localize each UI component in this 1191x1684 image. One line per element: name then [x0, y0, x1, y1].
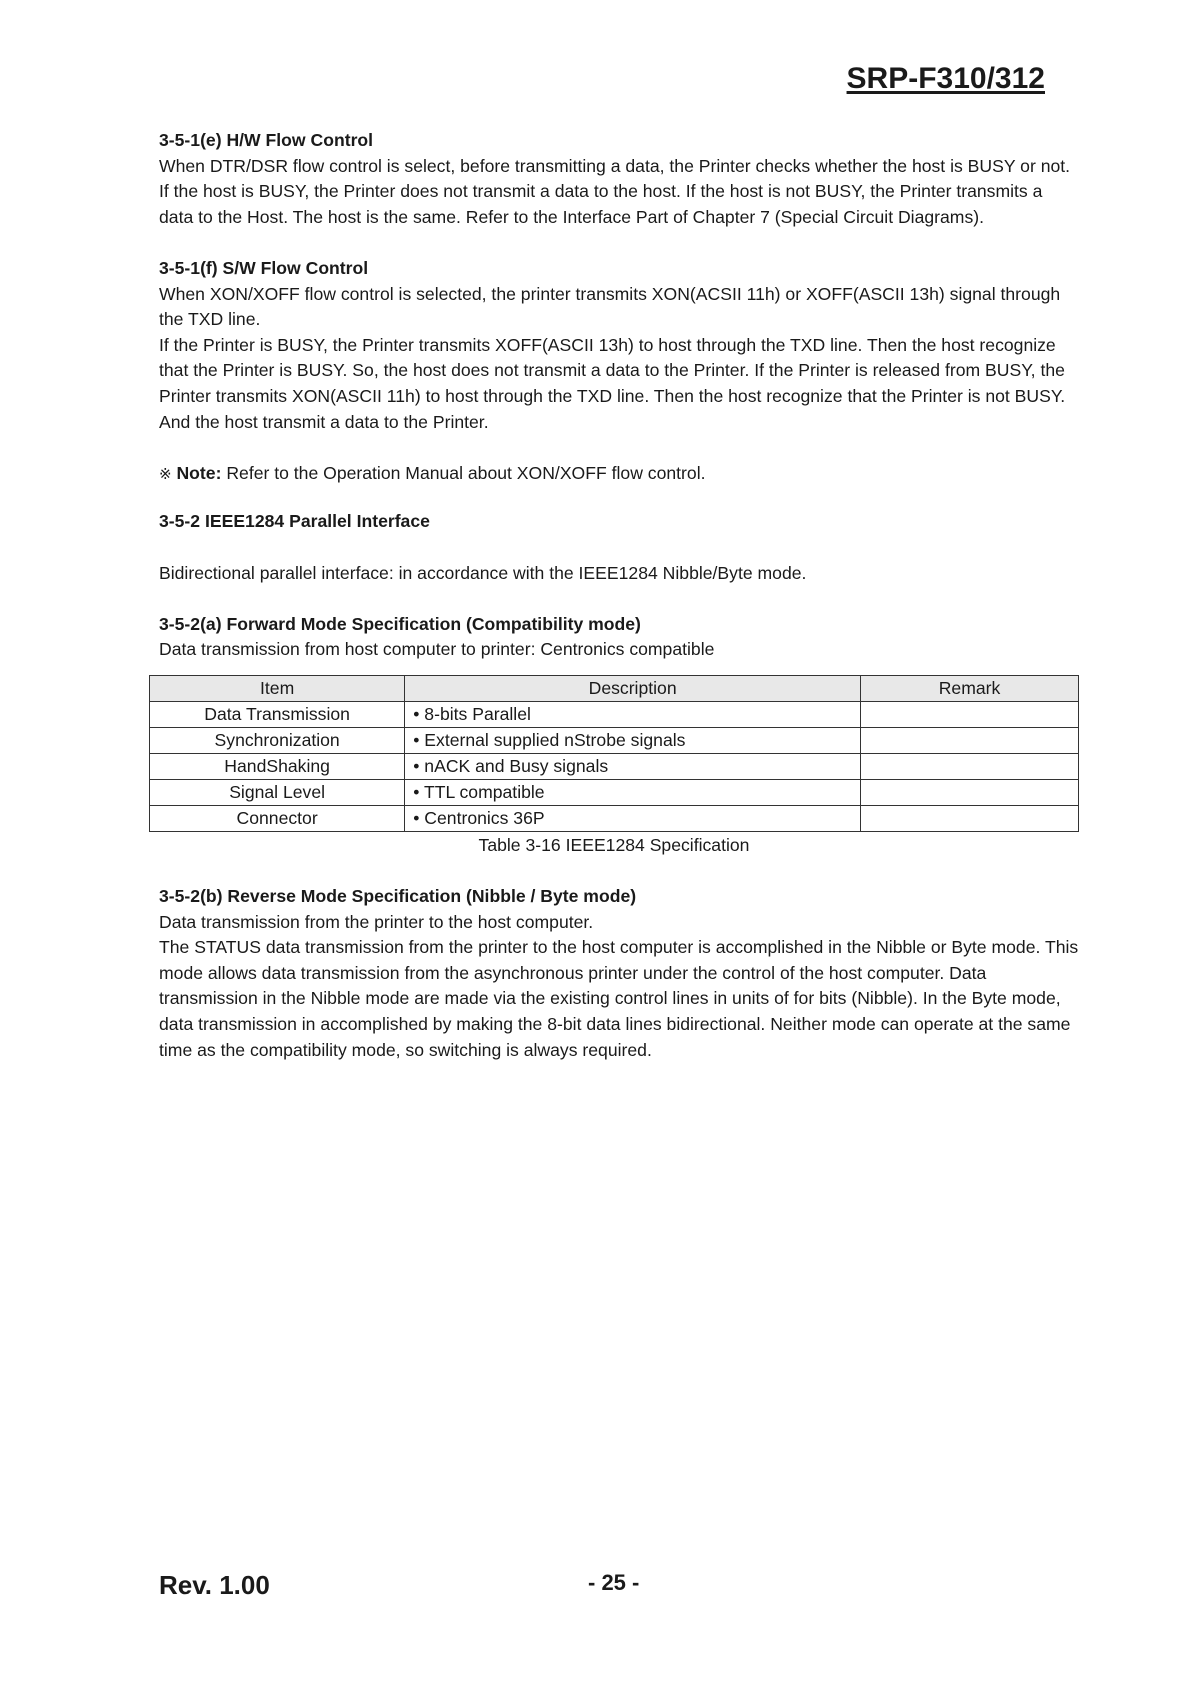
- cell-description: • TTL compatible: [405, 779, 861, 805]
- note-line: [159, 461, 1079, 488]
- sw-flow-control-paragraph-2: If the Printer is BUSY, the Printer transmits XOFF(ASCII 13h) to host through the TXD line. Then the host recognize that the Printer is BUSY. So, the host does not transmit a data to the Printer. If the Printer is released from BUSY, the Printer transmits XON(ASCII 11h) to host through the TXD line. Then the host recognize that the Printer is not BUSY. And the host transmit a data to the Printer.: [159, 334, 1066, 432]
- cell-item: Connector: [150, 805, 405, 831]
- note-label: Note:: [176, 462, 222, 483]
- cell-description: • nACK and Busy signals: [405, 753, 861, 779]
- section-heading-ieee1284: 3-5-2 IEEE1284 Parallel Interface: [159, 511, 430, 532]
- cell-item: Synchronization: [150, 727, 405, 753]
- spacer: [159, 487, 1079, 509]
- column-header-remark: Remark: [861, 675, 1079, 701]
- table-row: [150, 779, 1079, 805]
- spacer: [159, 586, 1079, 612]
- section-heading-reverse-mode: 3-5-2(b) Reverse Mode Specification (Nibble / Byte mode): [159, 886, 637, 907]
- table-row: [150, 727, 1079, 753]
- cell-description: • External supplied nStrobe signals: [405, 727, 861, 753]
- forward-mode-paragraph: Data transmission from host computer to printer: Centronics compatible: [159, 639, 715, 660]
- footer-revision: Rev. 1.00: [159, 1570, 270, 1600]
- spacer: [159, 858, 1079, 884]
- sw-flow-control-paragraph-1: When XON/XOFF flow control is selected, the printer transmits XON(ACSII 11h) or XOFF(ASCII 13h) signal through the TXD line.: [159, 283, 1061, 330]
- reverse-mode-paragraph-2: The STATUS data transmission from the printer to the host computer is accomplished in the Nibble or Byte mode. This mode allows data transmission from the asynchronous printer under the control of the host computer. Data transmission in the Nibble mode are made via the existing control lines in units of for bits (Nibble). In the Byte mode, data transmission in accomplished by making the 8-bit data lines bidirectional. Neither mode can operate at the same time as the compatibility mode, so switching is always required.: [159, 937, 1079, 1060]
- reference-mark-icon: ※: [159, 464, 172, 483]
- table-caption: Table 3-16 IEEE1284 Specification: [478, 834, 750, 855]
- ieee1284-spec-table: [149, 675, 1079, 832]
- section-heading-sw-flow-control: 3-5-1(f) S/W Flow Control: [159, 257, 369, 278]
- spacer: [159, 230, 1079, 256]
- document-model-title: SRP-F310/312: [846, 62, 1045, 95]
- cell-description: • 8-bits Parallel: [405, 701, 861, 727]
- table-header-row: [150, 675, 1079, 701]
- cell-remark: [861, 753, 1079, 779]
- cell-remark: [861, 701, 1079, 727]
- column-header-item: Item: [150, 675, 405, 701]
- reverse-mode-paragraph-1: Data transmission from the printer to the host computer.: [159, 911, 594, 932]
- page-content: [159, 128, 1079, 1063]
- spacer: [159, 435, 1079, 461]
- table-row: [150, 753, 1079, 779]
- footer-page-number: - 25 -: [588, 1570, 640, 1595]
- column-header-description: Description: [405, 675, 861, 701]
- note-text: Refer to the Operation Manual about XON/XOFF flow control.: [221, 462, 706, 483]
- cell-item: HandShaking: [150, 753, 405, 779]
- hw-flow-control-paragraph: When DTR/DSR flow control is select, before transmitting a data, the Printer checks whether the host is BUSY or not. If the host is BUSY, the Printer does not transmit a data to the host. If the host is not BUSY, the Printer transmits a data to the Host. The host is the same. Refer to the Interface Part of Chapter 7 (Special Circuit Diagrams).: [159, 155, 1071, 227]
- cell-description: • Centronics 36P: [405, 805, 861, 831]
- table-row: [150, 805, 1079, 831]
- spacer: [159, 535, 1079, 561]
- cell-item: Signal Level: [150, 779, 405, 805]
- section-heading-hw-flow-control: 3-5-1(e) H/W Flow Control: [159, 130, 374, 150]
- cell-remark: [861, 805, 1079, 831]
- cell-item: Data Transmission: [150, 701, 405, 727]
- table-row: [150, 701, 1079, 727]
- section-heading-forward-mode: 3-5-2(a) Forward Mode Specification (Compatibility mode): [159, 613, 641, 634]
- ieee1284-paragraph: Bidirectional parallel interface: in accordance with the IEEE1284 Nibble/Byte mode.: [159, 562, 807, 583]
- spec-table-container: [149, 675, 1079, 859]
- cell-remark: [861, 727, 1079, 753]
- cell-remark: [861, 779, 1079, 805]
